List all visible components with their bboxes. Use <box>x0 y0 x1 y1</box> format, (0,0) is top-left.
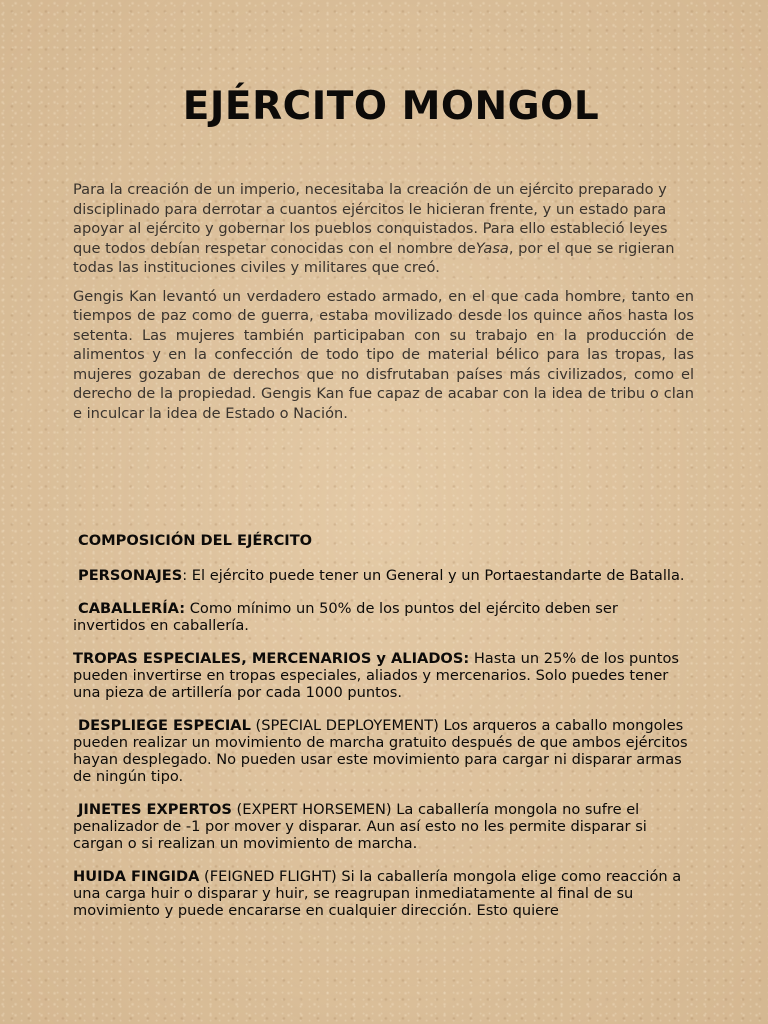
rule-huida-fingida <box>73 868 693 919</box>
rule-text: Hasta un 25% de los puntos pueden invertirse en tropas especiales, aliados y mercenarios. Solo puedes tener una pieza de artillería por cada 1000 puntos. <box>73 650 679 701</box>
rule-jinetes-expertos <box>73 801 693 852</box>
intro-paragraph-2: Gengis Kan levantó un verdadero estado armado, en el que cada hombre, tanto en tiempos de paz como de guerra, estaba movilizado desde los quince años hasta los setenta. Las mujeres también participaban con su trabajo en la producción de alimentos y en la confección de todo tipo de material bélico para las tropas, las mujeres gozaban de derechos que no disfrutaban países más civilizados, como el derecho de la propiedad. Gengis Kan fue capaz de acabar con la idea de tribu o clan e inculcar la idea de Estado o Nación. <box>73 287 694 422</box>
rule-text: (SPECIAL DEPLOYEMENT) Los arqueros a caballo mongoles pueden realizar un movimiento de marcha gratuito después de que ambos ejércitos hayan desplegado. No pueden usar este movimiento para cargar ni disparar armas de ningún tipo. <box>73 717 688 785</box>
rule-text: (EXPERT HORSEMEN) La caballería mongola no sufre el penalizador de -1 por mover y disparar. Aun así esto no les permite disparar si cargan o si realizan un movimiento de marcha. <box>73 801 647 852</box>
intro-paragraph-1 <box>73 180 694 278</box>
rule-text: : El ejército puede tener un General y un Portaestandarte de Batalla. <box>182 567 685 584</box>
rule-term: HUIDA FINGIDA <box>73 868 200 885</box>
intro-text-after-yasa: , por el que se rigieran todas las instituciones civiles y militares que creó. <box>73 239 675 276</box>
section-heading: COMPOSICIÓN DEL EJÉRCITO <box>78 532 313 549</box>
rule-tropas-especiales <box>73 650 693 701</box>
rule-term: CABALLERÍA: <box>78 600 186 617</box>
intro-text-before-yasa: Para la creación de un imperio, necesitaba la creación de un ejército preparado y disciplinado para derrotar a cuantos ejércitos le hicieran frente, y un estado para apoyar al ejército y gobernar los pueblos conquistados. Para ello estableció leyes que todos debían respetar conocidas con el nombre de <box>73 181 668 257</box>
rule-term: DESPLIEGE ESPECIAL <box>78 717 251 734</box>
army-composition-section <box>73 532 693 935</box>
rule-caballeria <box>73 600 693 634</box>
intro-section <box>73 180 694 432</box>
rule-text: Como mínimo un 50% de los puntos del ejército deben ser invertidos en caballería. <box>73 600 618 634</box>
rule-despliege-especial <box>73 717 693 785</box>
rule-term: PERSONAJES <box>78 567 183 584</box>
rule-term: TROPAS ESPECIALES, MERCENARIOS y ALIADOS: <box>73 650 470 667</box>
rule-personajes <box>73 567 693 584</box>
rule-text: (FEIGNED FLIGHT) Si la caballería mongola elige como reacción a una carga huir o disparar y huir, se reagrupan inmediatamente al final de su movimiento y puede encararse en cualquier dirección. Esto quiere <box>73 868 682 919</box>
yasa-term: Yasa <box>475 239 509 257</box>
rule-term: JINETES EXPERTOS <box>78 801 232 818</box>
page-title: EJÉRCITO MONGOL <box>182 84 600 129</box>
